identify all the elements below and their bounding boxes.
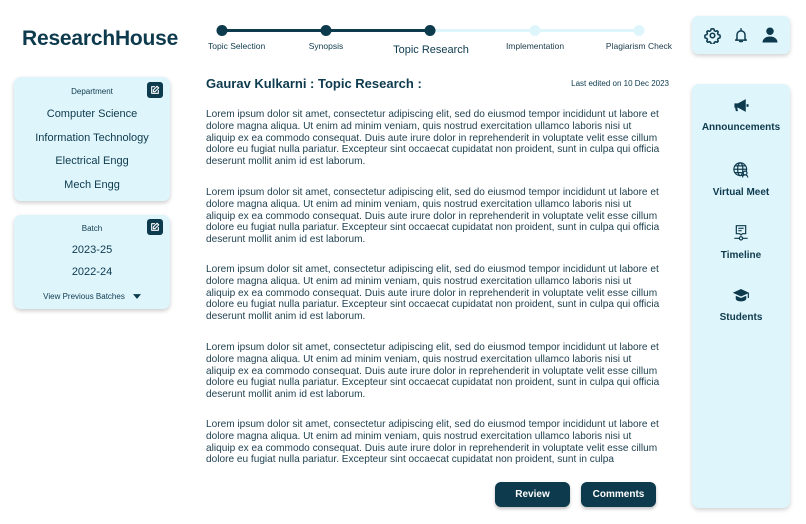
bell-icon[interactable] bbox=[731, 25, 751, 45]
last-edited-timestamp: Last edited on 10 Dec 2023 bbox=[571, 79, 669, 88]
sidebar-item-timeline[interactable] bbox=[692, 224, 790, 261]
view-previous-batches-label: View Previous Batches bbox=[43, 292, 125, 301]
edit-icon bbox=[150, 222, 160, 232]
department-title: Department bbox=[71, 87, 113, 96]
timeline-icon bbox=[733, 224, 749, 242]
step-dot-synopsis[interactable] bbox=[321, 25, 332, 36]
document-paragraph: Lorem ipsum dolor sit amet, consectetur adipiscing elit, sed do eiusmod tempor incididunt ut labore et dolore magna aliqua. Ut enim ad minim veniam, quis nostrud exercitation ullamco laboris nisi ut aliquip ex ea commodo consequat. Duis aute irure dolor in reprehenderit in voluptate velit esse cillum dolore eu fugiat nulla pariatur. Excepteur sint occaecat cupidatat non proident, sunt in culpa qui officia deserunt mollit anim id est laborum. bbox=[206, 264, 660, 323]
gear-icon[interactable] bbox=[702, 25, 722, 45]
department-item-mech-engg[interactable]: Mech Engg bbox=[64, 179, 120, 191]
department-item-computer-science[interactable]: Computer Science bbox=[46, 108, 138, 120]
step-label-topic-research[interactable]: Topic Research bbox=[393, 44, 469, 56]
batch-item-2022-24[interactable]: 2022-24 bbox=[71, 266, 113, 278]
document-title: Gaurav Kulkarni : Topic Research : bbox=[206, 76, 422, 91]
globe-user-icon bbox=[732, 161, 750, 179]
step-dot-topic-selection[interactable] bbox=[217, 25, 228, 36]
department-card bbox=[14, 77, 170, 201]
step-dot-plagiarism-check[interactable] bbox=[634, 25, 645, 36]
document-paragraph: Lorem ipsum dolor sit amet, consectetur adipiscing elit, sed do eiusmod tempor incididunt ut labore et dolore magna aliqua. Ut enim ad minim veniam, quis nostrud exercitation ullamco laboris nisi ut aliquip ex ea commodo consequat. Duis aute irure dolor in reprehenderit in voluptate velit esse cillum dolore eu fugiat nulla pariatur. Excepteur sint occaecat cupidatat non proident, sunt in culpa qui officia deserunt mollit anim id est laborum. bbox=[206, 342, 660, 401]
edit-batch-button[interactable] bbox=[147, 219, 163, 235]
comments-button[interactable]: Comments bbox=[581, 482, 656, 507]
batch-title: Batch bbox=[81, 224, 103, 233]
step-dot-topic-research[interactable] bbox=[425, 25, 436, 36]
caret-down-icon bbox=[133, 294, 141, 299]
document-paragraph: Lorem ipsum dolor sit amet, consectetur adipiscing elit, sed do eiusmod tempor incididunt ut labore et dolore magna aliqua. Ut enim ad minim veniam, quis nostrud exercitation ullamco laboris nisi ut aliquip ex ea commodo consequat. Duis aute irure dolor in reprehenderit in voluptate velit esse cillum dolore eu fugiat nulla pariatur. Excepteur sint occaecat cupidatat non proident, sunt in culpa bbox=[206, 419, 659, 466]
graduation-cap-icon bbox=[732, 288, 750, 302]
right-sidebar bbox=[692, 84, 790, 508]
step-label-implementation[interactable]: Implementation bbox=[505, 41, 565, 51]
document-paragraph: Lorem ipsum dolor sit amet, consectetur adipiscing elit, sed do eiusmod tempor incididunt ut labore et dolore magna aliqua. Ut enim ad minim veniam, quis nostrud exercitation ullamco laboris nisi ut aliquip ex ea commodo consequat. Duis aute irure dolor in reprehenderit in voluptate velit esse cillum dolore eu fugiat nulla pariatur. Excepteur sint occaecat cupidatat non proident, sunt in culpa qui officia deserunt mollit anim id est laborum. bbox=[206, 187, 660, 246]
batch-card bbox=[14, 215, 170, 309]
step-label-synopsis[interactable]: Synopsis bbox=[308, 41, 344, 51]
user-icon[interactable] bbox=[760, 25, 780, 45]
top-toolbar bbox=[692, 16, 790, 54]
megaphone-icon bbox=[733, 98, 750, 113]
edit-icon bbox=[150, 85, 160, 95]
document-paragraph: Lorem ipsum dolor sit amet, consectetur adipiscing elit, sed do eiusmod tempor incididunt ut labore et dolore magna aliqua. Ut enim ad minim veniam, quis nostrud exercitation ullamco laboris nisi ut aliquip ex ea commodo consequat. Duis aute irure dolor in reprehenderit in voluptate velit esse cillum dolore eu fugiat nulla pariatur. Excepteur sint occaecat cupidatat non proident, sunt in culpa qui officia deserunt mollit anim id est laborum. bbox=[206, 109, 660, 168]
sidebar-label-timeline: Timeline bbox=[720, 250, 762, 261]
progress-stepper bbox=[196, 22, 676, 62]
step-label-topic-selection[interactable]: Topic Selection bbox=[208, 41, 266, 51]
sidebar-label-announcements: Announcements bbox=[701, 122, 781, 133]
step-dot-implementation[interactable] bbox=[530, 25, 541, 36]
step-label-plagiarism-check[interactable]: Plagiarism Check bbox=[605, 41, 673, 51]
sidebar-item-announcements[interactable] bbox=[692, 96, 790, 133]
sidebar-item-virtual-meet[interactable] bbox=[692, 161, 790, 198]
view-previous-batches-dropdown[interactable] bbox=[14, 292, 170, 301]
sidebar-label-virtual-meet: Virtual Meet bbox=[712, 187, 770, 198]
department-item-information-technology[interactable]: Information Technology bbox=[35, 132, 149, 144]
edit-department-button[interactable] bbox=[147, 82, 163, 98]
sidebar-label-students: Students bbox=[719, 312, 763, 323]
sidebar-item-students[interactable] bbox=[692, 286, 790, 323]
department-item-electrical-engg[interactable]: Electrical Engg bbox=[55, 155, 129, 167]
batch-item-2023-25[interactable]: 2023-25 bbox=[71, 244, 113, 256]
review-button[interactable]: Review bbox=[495, 482, 570, 507]
app-logo: ResearchHouse bbox=[22, 27, 179, 50]
